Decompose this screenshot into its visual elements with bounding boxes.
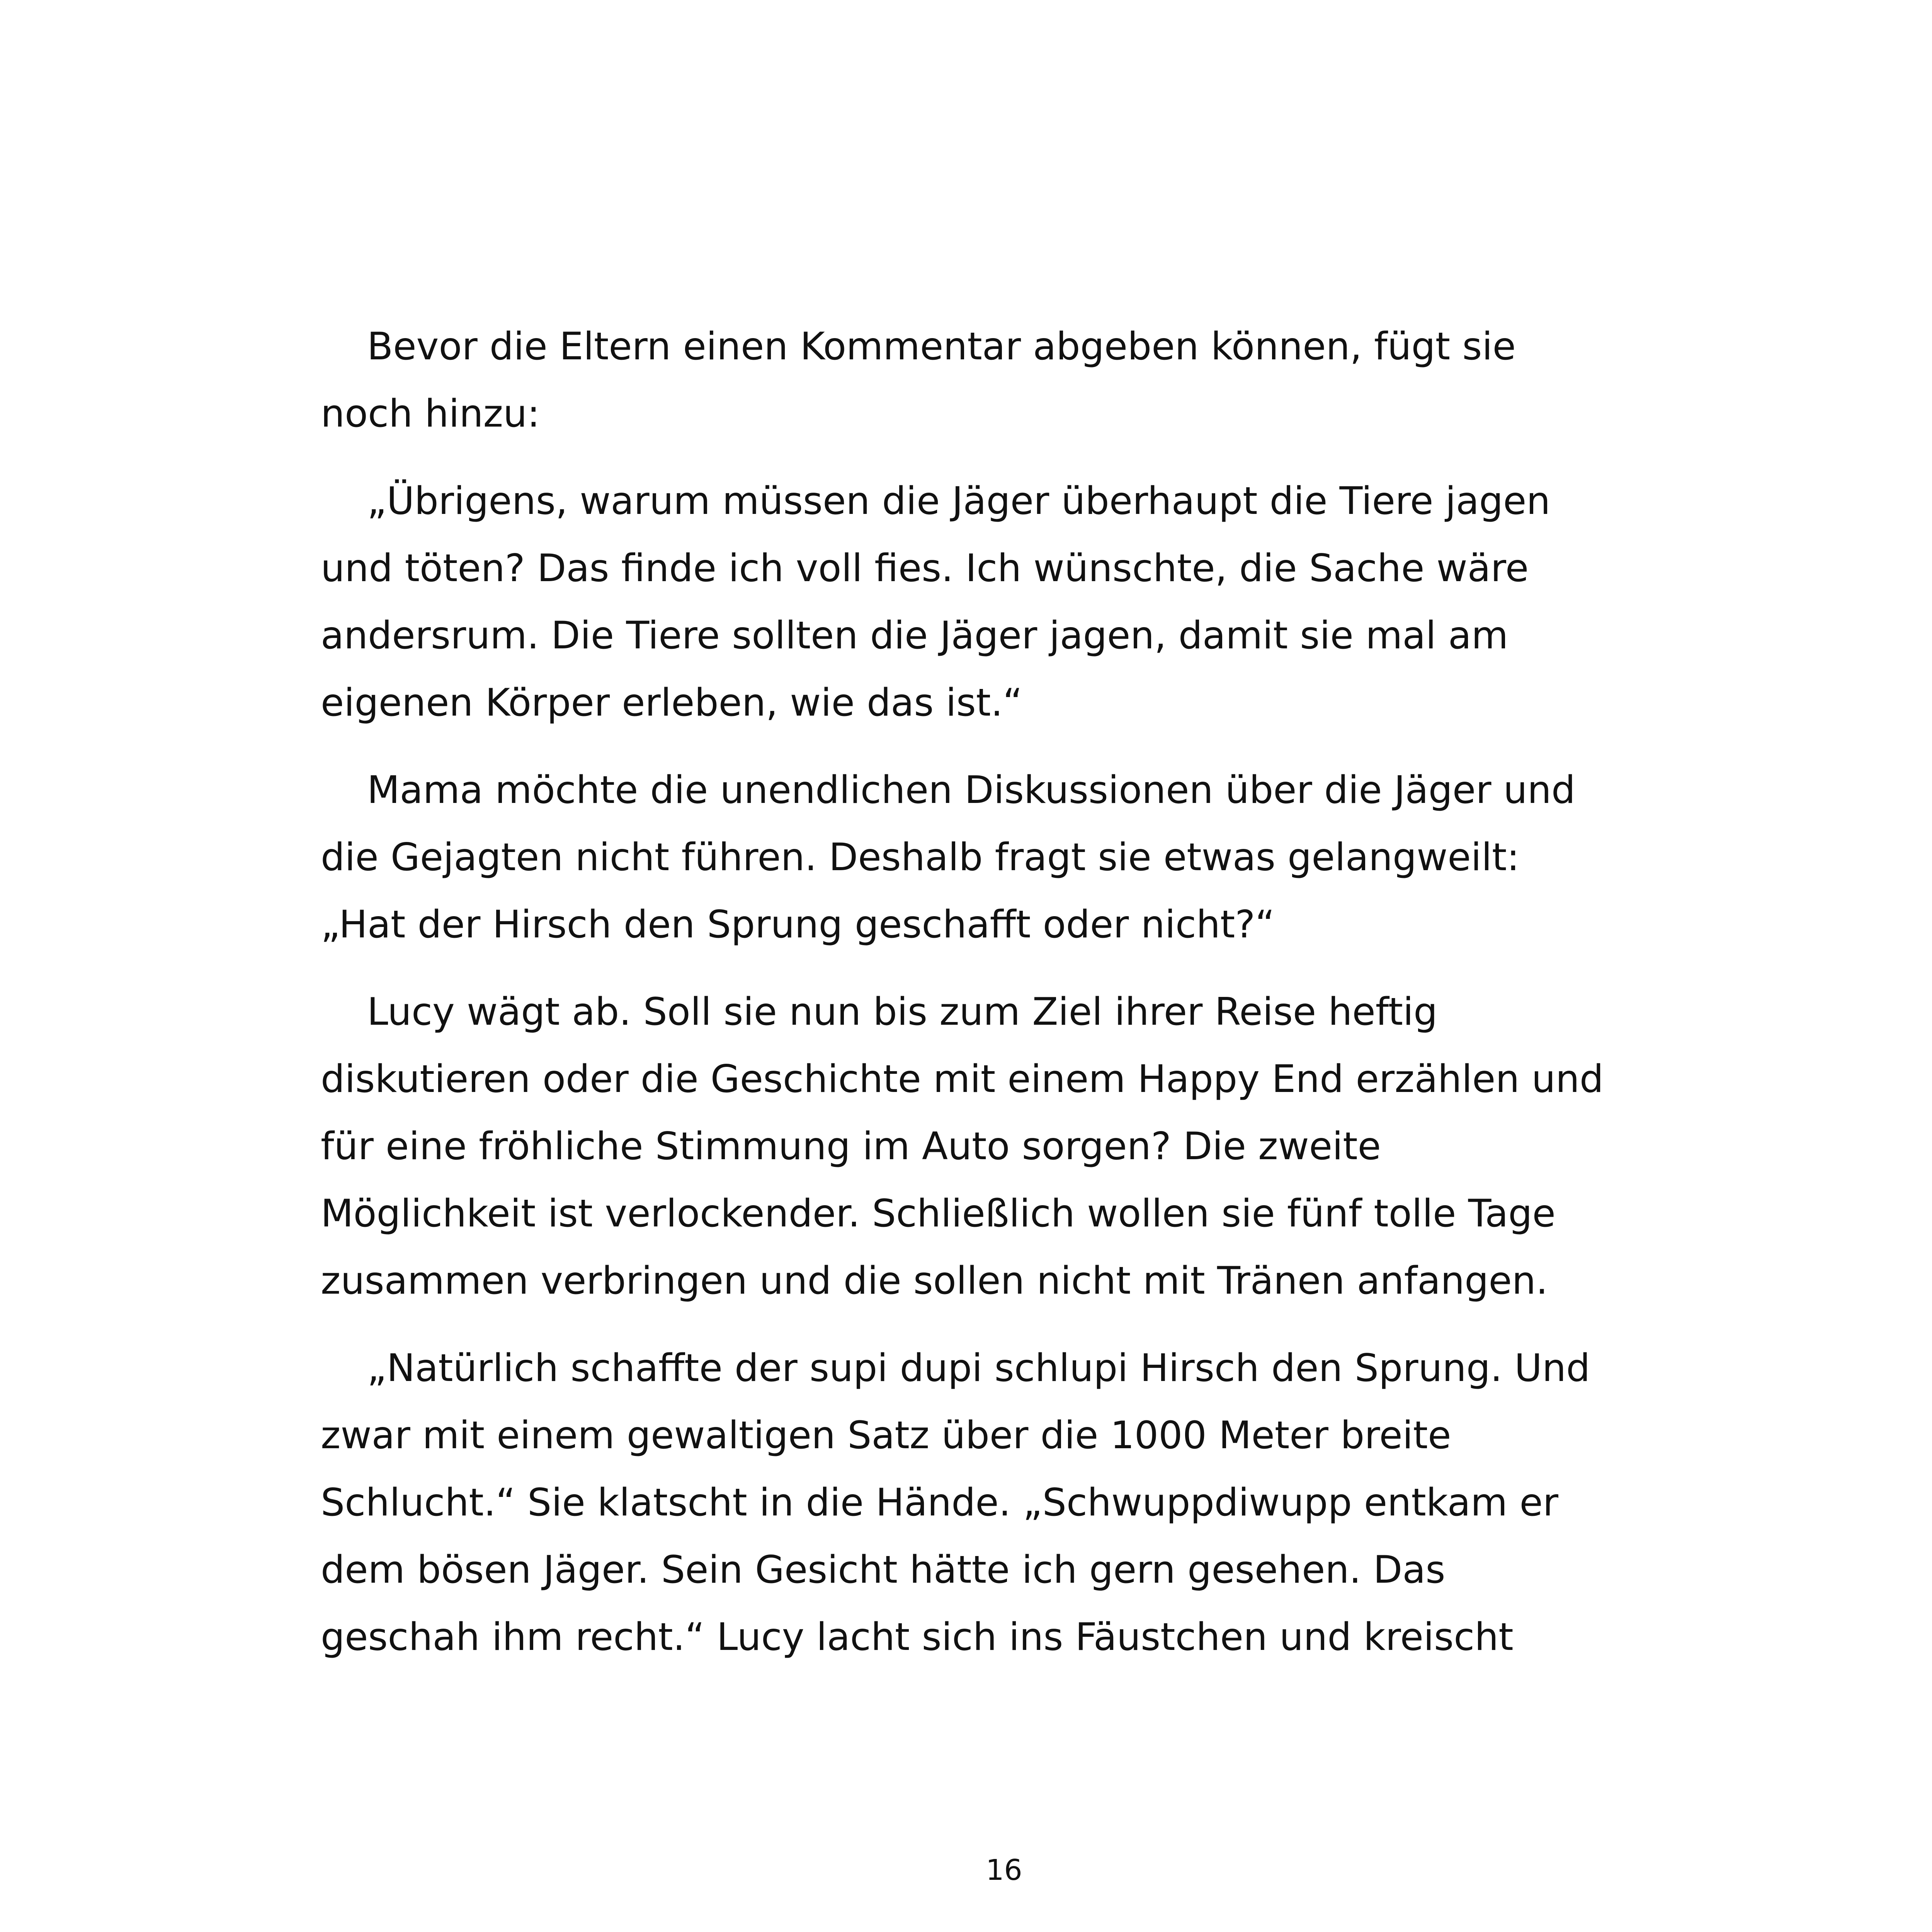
text-line: geschah ihm recht.“ Lucy lacht sich ins Fäustchen und kreischt (321, 1615, 1514, 1659)
text-line: zusammen verbringen und die sollen nicht mit Tränen anfangen. (321, 1259, 1548, 1303)
paragraph-gap (321, 958, 1681, 978)
paragraph-gap (321, 736, 1681, 757)
text-line: die Gejagten nicht führen. Deshalb fragt sie etwas gelangweilt: (321, 835, 1520, 879)
text-line: für eine fröhliche Stimmung im Auto sorgen? Die zweite (321, 1124, 1381, 1168)
text-line: Schlucht.“ Sie klatscht in die Hände. „Schwuppdiwupp entkam er (321, 1481, 1559, 1525)
text-line: „Hat der Hirsch den Sprung geschafft oder nicht?“ (321, 903, 1275, 947)
text-line: andersrum. Die Tiere sollten die Jäger jagen, damit sie mal am (321, 614, 1509, 658)
paragraph (321, 313, 1681, 447)
paragraph (321, 1335, 1681, 1671)
text-line: „Übrigens, warum müssen die Jäger überhaupt die Tiere jagen (367, 479, 1551, 523)
text-line: Lucy wägt ab. Soll sie nun bis zum Ziel ihrer Reise heftig (367, 990, 1438, 1034)
text-line: Bevor die Eltern einen Kommentar abgeben können, fügt sie (367, 325, 1516, 369)
text-line: Möglichkeit ist verlockender. Schließlich wollen sie fünf tolle Tage (321, 1192, 1556, 1236)
text-line: zwar mit einem gewaltigen Satz über die 1000 Meter breite (321, 1413, 1451, 1458)
text-line: eigenen Körper erleben, wie das ist.“ (321, 681, 1023, 725)
text-line: und töten? Das finde ich voll fies. Ich wünschte, die Sache wäre (321, 546, 1529, 590)
text-line: dem bösen Jäger. Sein Gesicht hätte ich gern gesehen. Das (321, 1548, 1446, 1592)
page-number: 16 (986, 1854, 1022, 1887)
paragraph-gap (321, 447, 1681, 468)
text-line: noch hinzu: (321, 392, 540, 436)
paragraph-gap (321, 1315, 1681, 1335)
text-line: Mama möchte die unendlichen Diskussionen über die Jäger und (367, 768, 1576, 812)
text-line: diskutieren oder die Geschichte mit einem Happy End erzählen und (321, 1057, 1604, 1101)
body-text (321, 313, 1681, 1671)
paragraph (321, 978, 1681, 1315)
text-line: „Natürlich schaffte der supi dupi schlupi Hirsch den Sprung. Und (367, 1346, 1590, 1390)
paragraph (321, 468, 1681, 736)
paragraph (321, 757, 1681, 958)
